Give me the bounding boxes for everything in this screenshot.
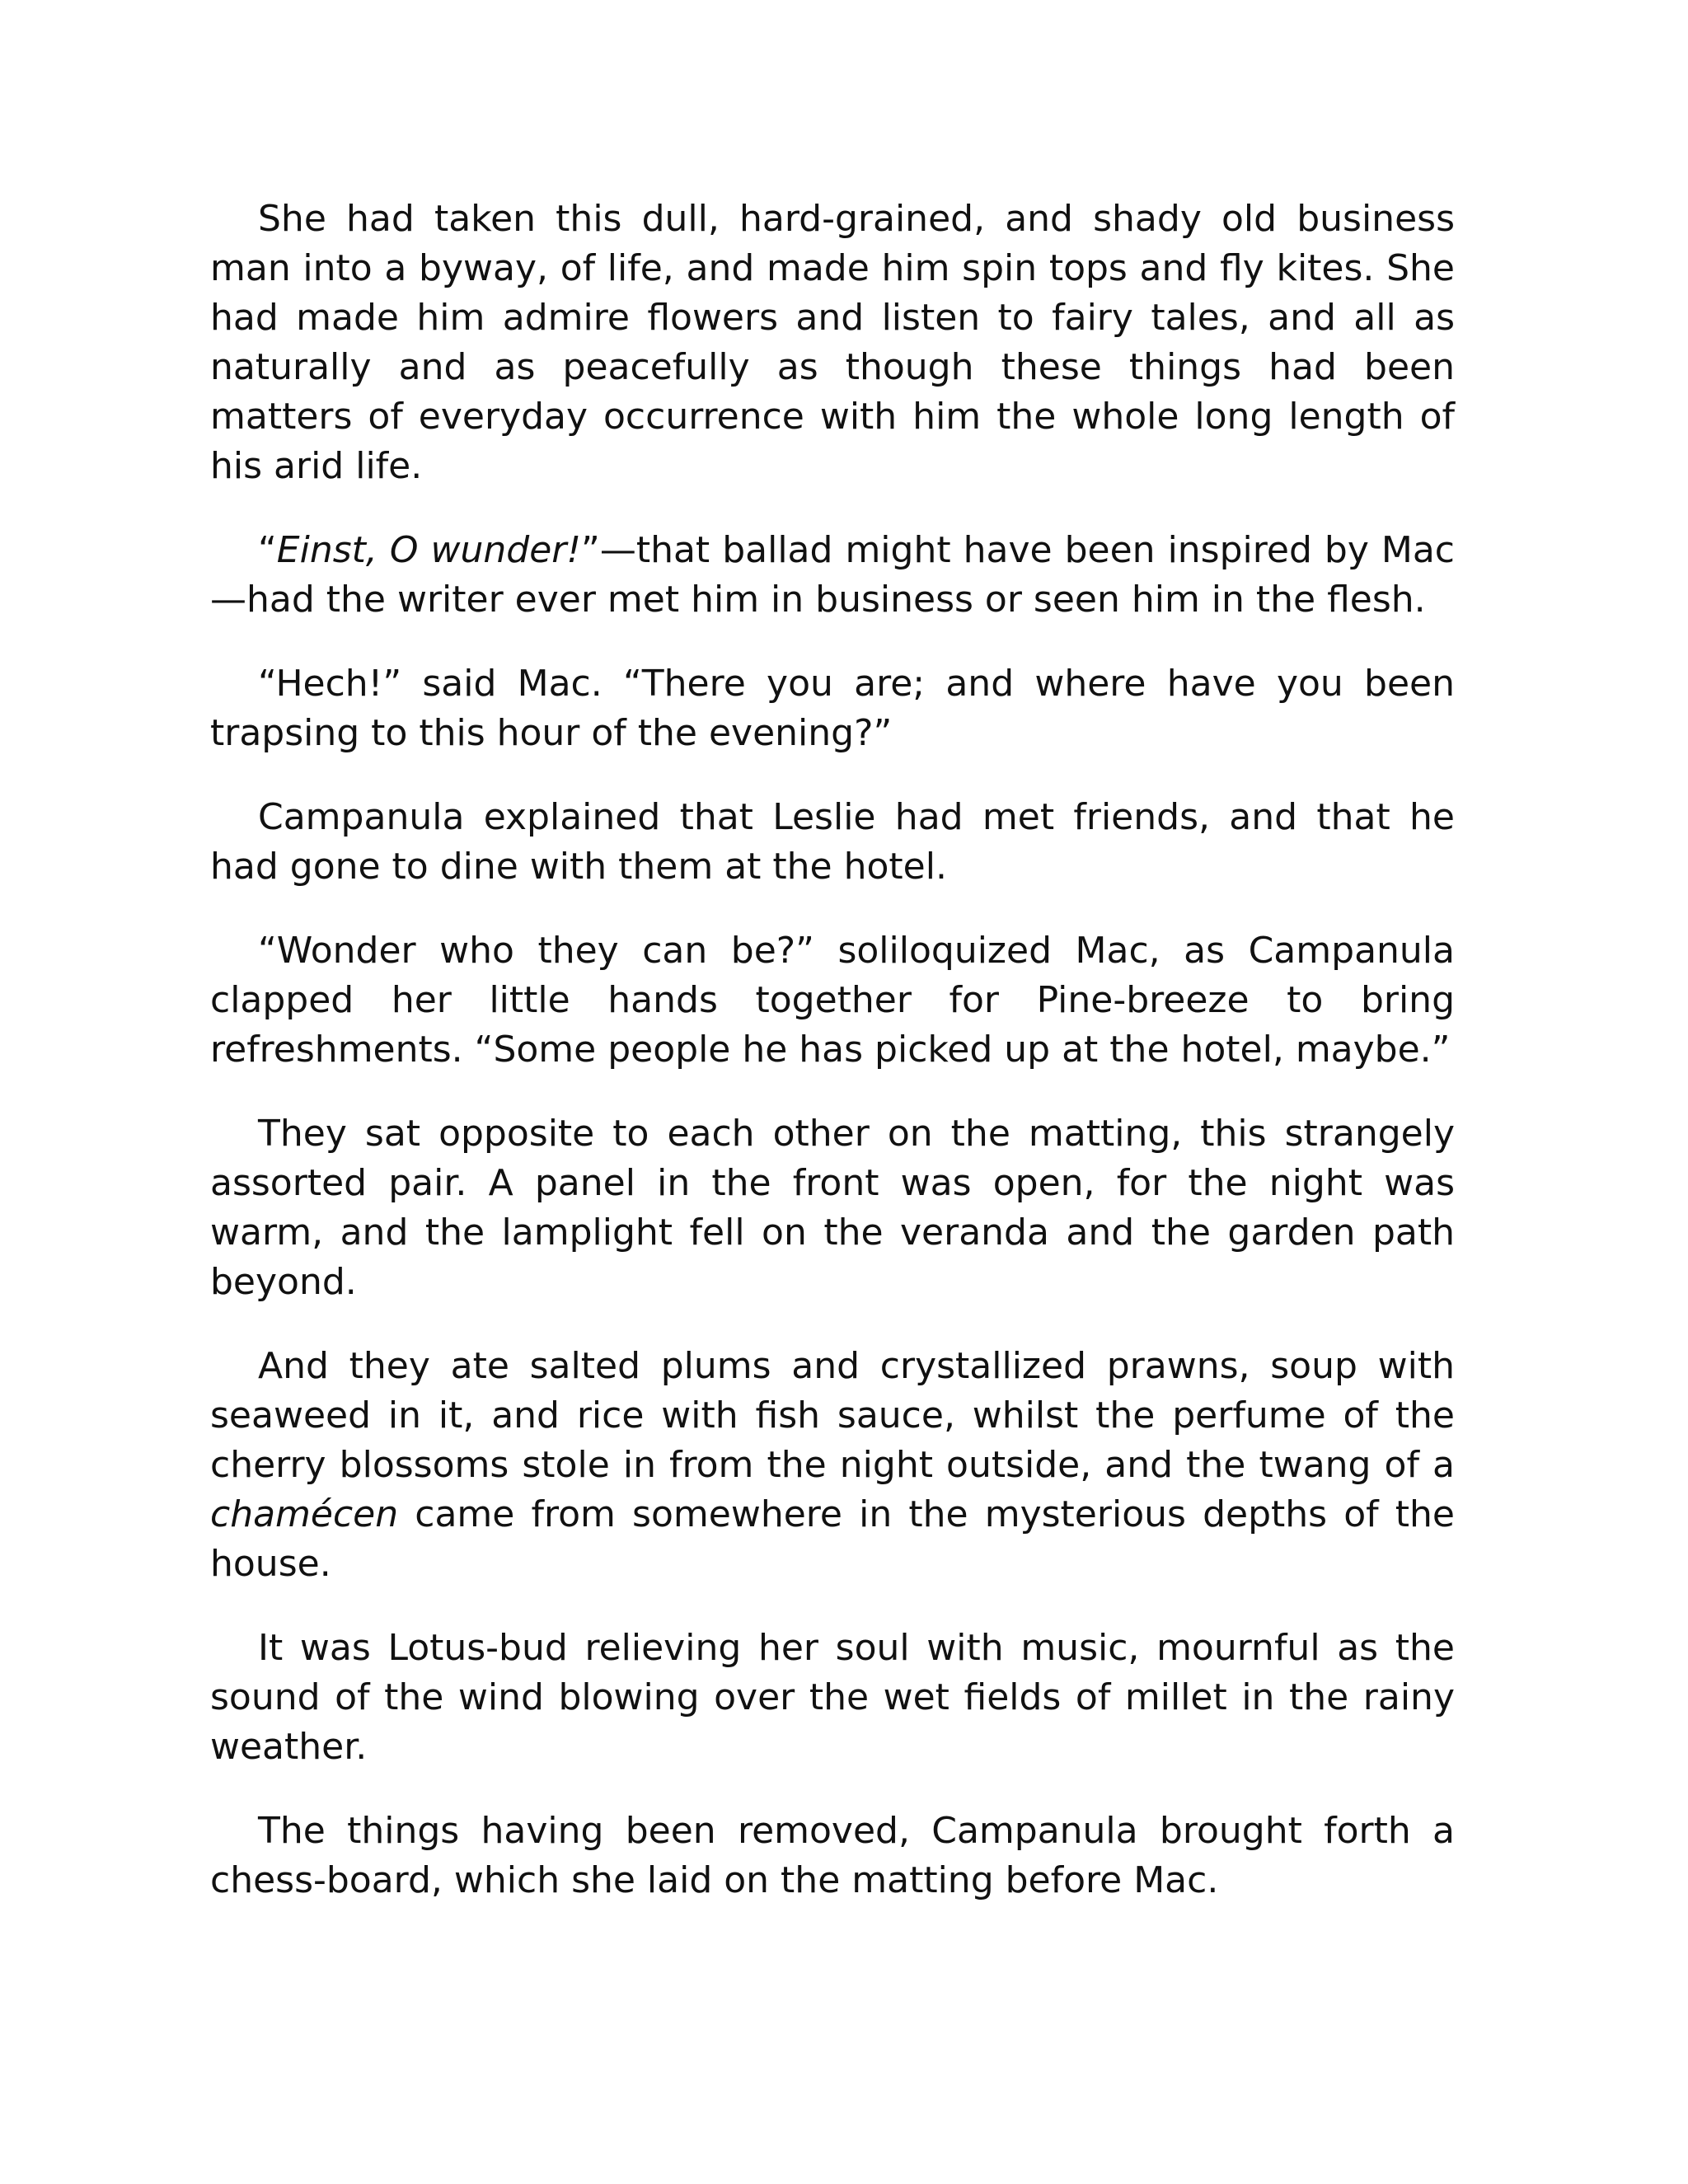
paragraph-3: “Hech!” said Mac. “There you are; and where have you been trapsing to this hour of the evening?” [210,663,1455,754]
paragraph-7 [210,1342,1455,1589]
paragraph-2-rest: ”—that ballad might have been inspired by Mac —had the writer ever met him in business or seen him in the flesh. [210,529,1455,621]
paragraph-2-open-quote: “ [258,529,277,571]
paragraph-5: “Wonder who they can be?” soliloquized Mac, as Campanula clapped her little hands together for Pine-breeze to bring refreshments. “Some people he has picked up at the hotel, maybe.” [210,930,1455,1071]
paragraph-7-rest: came from somewhere in the mysterious depths of the house. [210,1493,1455,1585]
paragraph-2 [210,526,1455,625]
paragraph-7-start: And they ate salted plums and crystallized prawns, soup with seaweed in it, and rice with fish sauce, whilst the perfume of the cherry blossoms stole in from the night outside, and the twang of a [210,1345,1455,1486]
paragraph-4: Campanula explained that Leslie had met friends, and that he had gone to dine with them at the hotel. [210,796,1455,888]
paragraph-1: She had taken this dull, hard-grained, and shady old business man into a byway, of life, and made him spin tops and fly kites. She had made him admire flowers and listen to fairy tales, and all as naturally and as peacefully as though these things had been matters of everyday occurrence with him the whole long length of his arid life. [210,198,1455,487]
paragraph-6: They sat opposite to each other on the matting, this strangely assorted pair. A panel in the front was open, for the night was warm, and the lamplight fell on the veranda and the garden path beyond. [210,1113,1455,1303]
paragraph-2-italic: Einst, O wunder! [276,529,582,571]
paragraph-7-italic: chamécen [210,1493,399,1535]
book-page [210,194,1455,1940]
paragraph-9: The things having been removed, Campanula brought forth a chess-board, which she laid on the matting before Mac. [210,1810,1455,1901]
paragraph-8: It was Lotus-bud relieving her soul with music, mournful as the sound of the wind blowing over the wet fields of millet in the rainy weather. [210,1627,1455,1768]
